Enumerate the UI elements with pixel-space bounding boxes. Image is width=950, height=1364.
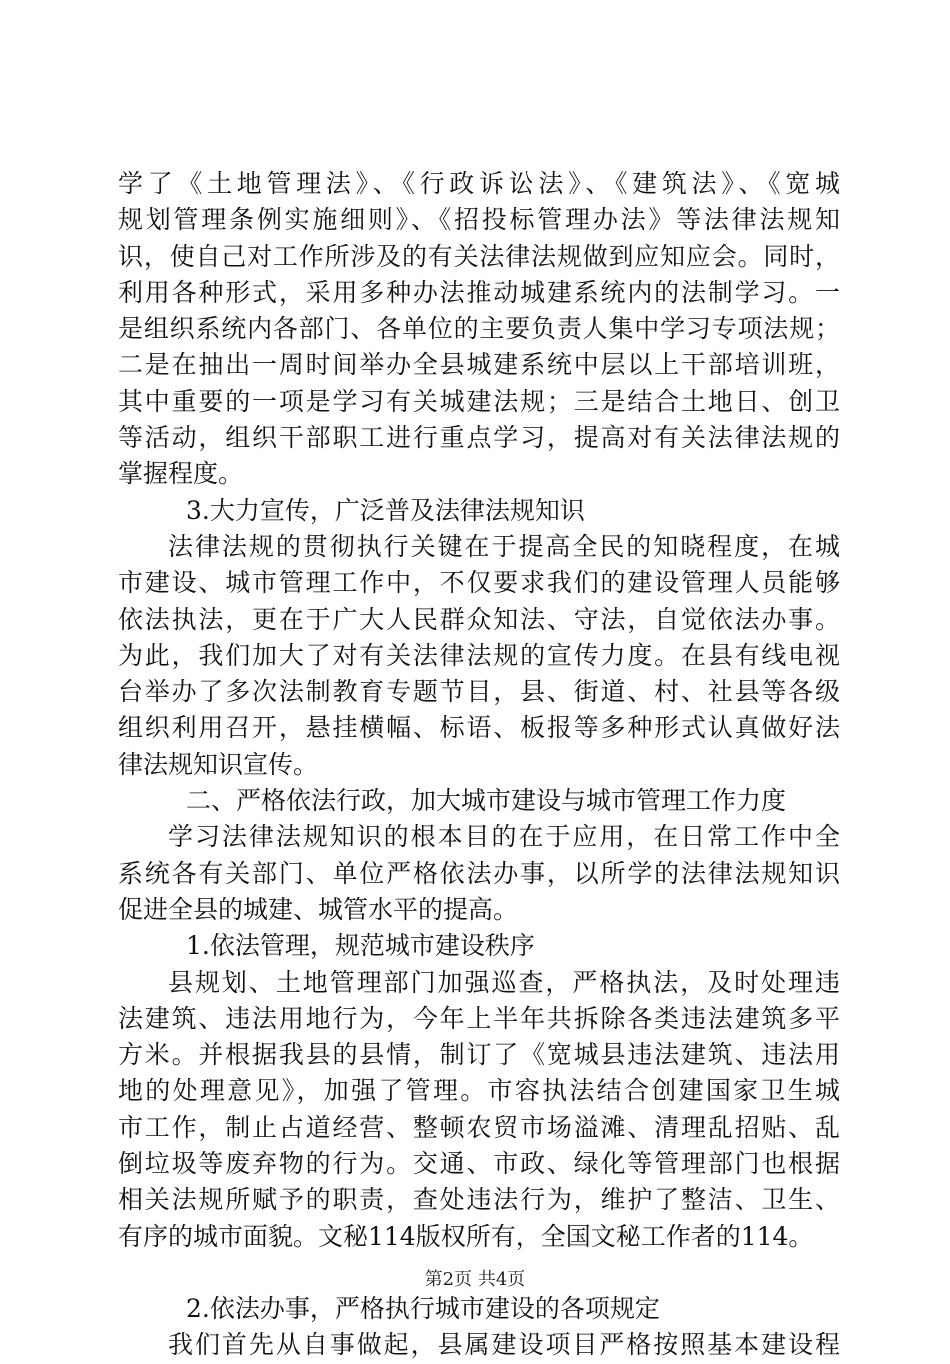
body-line: 有序的城市面貌。文秘114版权所有，全国文秘工作者的114。 [118,1221,814,1251]
body-line: 地的处理意见》，加强了管理。市容执法结合创建国家卫生城 [118,1076,840,1106]
body-line: 为此，我们加大了对有关法律法规的宣传力度。在县有线电视 [118,640,840,670]
section-heading: 1.依法管理，规范城市建设秩序 [186,931,535,961]
body-line: 学习法律法规知识的根本目的在于应用，在日常工作中全 [168,822,840,852]
body-line: 我们首先从自事做起，县属建设项目严格按照基本建设程 [168,1330,840,1360]
body-line: 相关法规所赋予的职责，查处违法行为，维护了整洁、卫生、 [118,1185,840,1215]
body-line: 掌握程度。 [118,459,244,489]
body-line: 市工作，制止占道经营、整顿农贸市场溢滩、清理乱招贴、乱 [118,1112,840,1142]
body-line: 台举办了多次法制教育专题节目，县、街道、村、社县等各级 [118,677,840,707]
body-line: 系统各有关部门、单位严格依法办事，以所学的法律法规知识 [118,858,840,888]
body-line: 倒垃圾等废弃物的行为。交通、市政、绿化等管理部门也根据 [118,1149,840,1179]
body-line: 依法执法，更在于广大人民群众知法、守法，自觉依法办事。 [118,604,840,634]
body-line: 二是在抽出一周时间举办全县城建系统中层以上干部培训班， [118,350,840,380]
body-line: 促进全县的城建、城管水平的提高。 [118,894,519,924]
body-line: 县规划、土地管理部门加强巡查，严格执法，及时处理违 [168,967,840,997]
body-line: 市建设、城市管理工作中，不仅要求我们的建设管理人员能够 [118,568,840,598]
section-heading: 二、严格依法行政，加大城市建设与城市管理工作力度 [186,786,787,816]
body-line: 法建筑、违法用地行为，今年上半年共拆除各类违法建筑多平 [118,1003,840,1033]
section-heading: 3.大力宣传，广泛普及法律法规知识 [186,495,585,525]
body-line: 方米。并根据我县的县情，制订了《宽城县违法建筑、违法用 [118,1040,840,1070]
body-line: 等活动，组织干部职工进行重点学习，提高对有关法律法规的 [118,423,840,453]
body-line: 规划管理条例实施细则》、《招投标管理办法》等法律法规知 [118,205,840,235]
body-line: 是组织系统内各部门、各单位的主要负责人集中学习专项法规； [118,314,840,344]
body-line: 其中重要的一项是学习有关城建法规；三是结合土地日、创卫 [118,386,840,416]
body-line: 组织利用召开，悬挂横幅、标语、板报等多种形式认真做好法 [118,713,840,743]
body-line: 识，使自己对工作所涉及的有关法律法规做到应知应会。同时， [118,241,840,271]
body-line: 学了《土地管理法》、《行政诉讼法》、《建筑法》、《宽城 [118,169,840,198]
section-heading: 2.依法办事，严格执行城市建设的各项规定 [186,1293,660,1323]
body-line: 律法规知识宣传。 [118,749,319,779]
body-line: 利用各种形式，采用多种办法推动城建系统内的法制学习。一 [118,277,840,307]
page-number: 第2页 共4页 [424,1269,526,1290]
body-line: 法律法规的贯彻执行关键在于提高全民的知晓程度，在城 [168,531,840,561]
document-body [118,166,840,1364]
